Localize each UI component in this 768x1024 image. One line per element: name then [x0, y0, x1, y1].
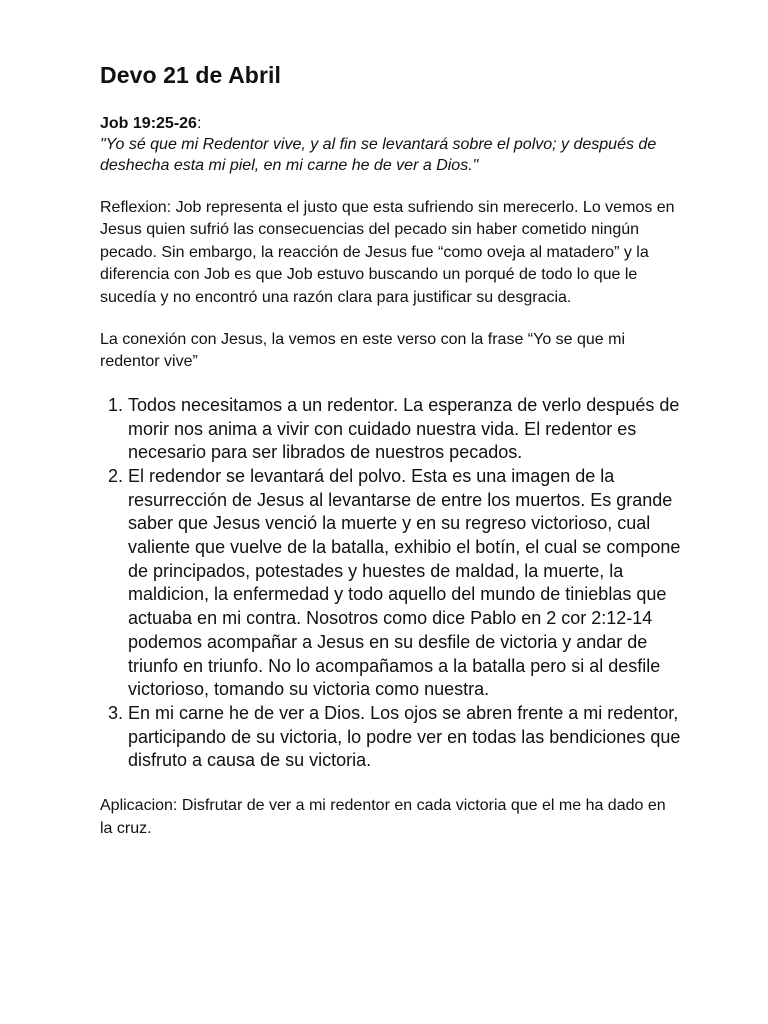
- reflection-paragraph: Reflexion: Job representa el justo que esta sufriendo sin merecerlo. Lo vemos en Jesus quien sufrió las consecuencias del pecado sin haber cometido ningún pecado. Sin embargo, la reacción de Jesus fue “como oveja al matadero” y la diferencia con Job es que Job estuvo buscando un porqué de todo lo que le sucedía y no encontró una razón clara para justificar su desgracia.: [100, 199, 675, 306]
- scripture-quote: "Yo sé que mi Redentor vive, y al fin se levantará sobre el polvo; y después de deshecha esta mi piel, en mi carne he de ver a Dios.": [100, 136, 657, 174]
- scripture-colon: :: [196, 115, 202, 132]
- scripture-reference: Job 19:25-26: [100, 115, 197, 132]
- scripture-block: [100, 113, 680, 176]
- application-paragraph: Aplicacion: Disfrutar de ver a mi redentor en cada victoria que el me ha dado en la cruz.: [100, 797, 666, 837]
- list-item: 2. El redendor se levantará del polvo. Esta es una imagen de la resurrección de Jesus al levantarse de entre los muertos. Es grande saber que Jesus venció la muerte y en su regreso victorioso, cual valiente que vuelve de la batalla, exhibio el botín, el cual se compone de principados, potestades y huestes de maldad, la muerte, la maldicion, la enfermedad y todo aquello del mundo de tinieblas que actuaba en mi contra. Nosotros como dice Pablo en 2 cor 2:12-14 podemos acompañar a Jesus en su desfile de victoria y andar de triunfo en triunfo. No lo acompañamos a la batalla pero si al desfile victorioso, tomando su victoria como nuestra.: [128, 465, 700, 702]
- list-item: 3. En mi carne he de ver a Dios. Los ojos se abren frente a mi redentor, participando de su victoria, lo podre ver en todas las bendiciones que disfruto a causa de su victoria.: [128, 702, 700, 773]
- points-list: [100, 394, 700, 773]
- document-title: Devo 21 de Abril: [100, 62, 281, 88]
- document-page: [100, 62, 680, 840]
- list-item: 1. Todos necesitamos a un redentor. La esperanza de verlo después de morir nos anima a vivir con cuidado nuestra vida. El redentor es necesario para ser librados de nuestros pecados.: [128, 394, 700, 465]
- connection-paragraph: La conexión con Jesus, la vemos en este verso con la frase “Yo se que mi redentor vive”: [100, 331, 626, 371]
